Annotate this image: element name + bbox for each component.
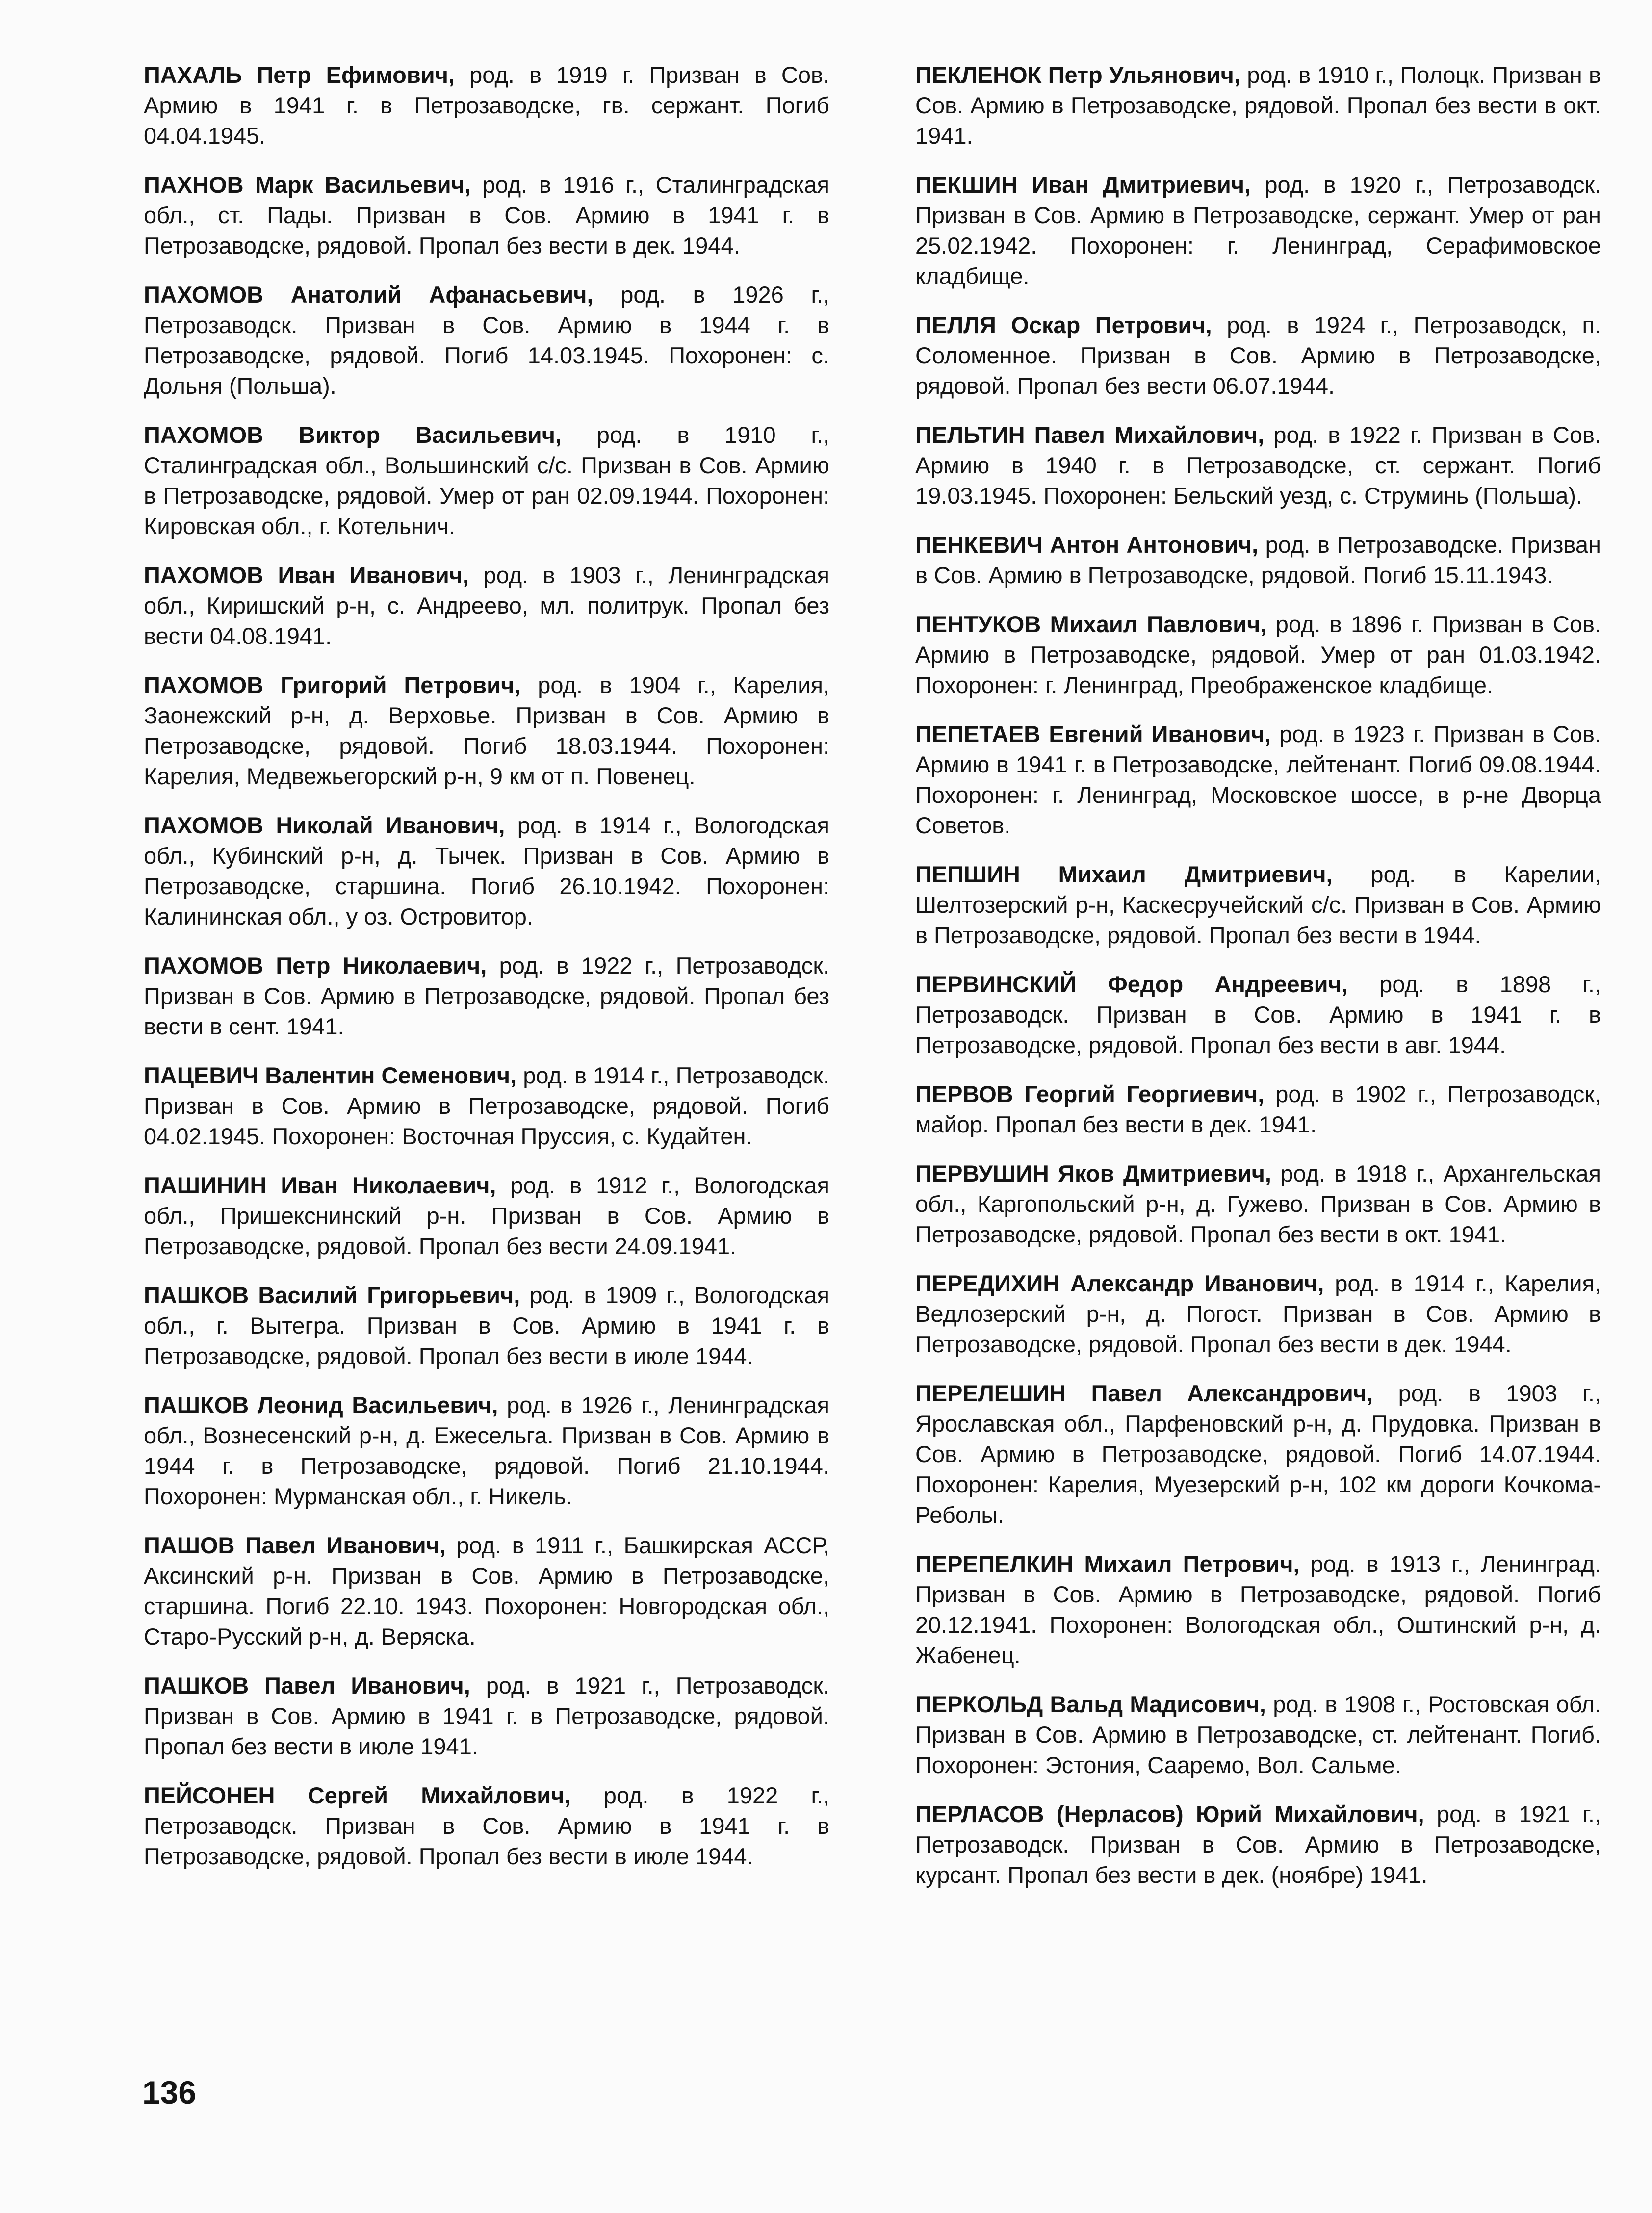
entry-text: род. в 1910 г., Сталинградская обл., Вольшинский с/с. Призван в Сов. Армию в Петрозаводске, рядовой. Умер от ран 02.09.1944. Похоронен: Кировская обл., г. Котельнич. xyxy=(144,422,829,539)
entry-text: род. в 1923 г. Призван в Сов. Армию в 1941 г. в Петрозаводске, лейтенант. Погиб 09.08.1944. Похоронен: г. Ленинград, Московское шоссе, в р-не Дворца Советов. xyxy=(915,721,1601,838)
entry-text: род. в 1911 г., Башкирская АССР, Аксинский р-н. Призван в Сов. Армию в Петрозаводске, старшина. Погиб 22.10. 1943. Похоронен: Новгородская обл., Старо-Русский р-н, д. Веряска. xyxy=(144,1532,829,1649)
entry-name: ПАХОМОВ Петр Николаевич, xyxy=(144,952,487,978)
entry-name: ПЕРКОЛЬД Вальд Мадисович, xyxy=(915,1691,1266,1717)
page-number: 136 xyxy=(142,2074,197,2110)
entry xyxy=(915,1158,1601,1250)
entry-text: род. в 1926 г., Петрозаводск. Призван в Сов. Армию в 1944 г. в Петрозаводске, рядовой. Погиб 14.03.1945. Похоронен: с. Дольня (Польша). xyxy=(144,282,829,399)
entry xyxy=(915,1378,1601,1530)
entry-name: ПЕРЕПЕЛКИН Михаил Петрович, xyxy=(915,1551,1300,1577)
entry xyxy=(144,1280,829,1371)
entry-name: ПАШКОВ Василий Григорьевич, xyxy=(144,1282,520,1308)
entry xyxy=(915,1549,1601,1671)
entry-text: род. в 1922 г., Петрозаводск. Призван в Сов. Армию в 1941 г. в Петрозаводске, рядовой. Пропал без вести в июле 1944. xyxy=(144,1782,829,1869)
entry-name: ПЕНКЕВИЧ Антон Антонович, xyxy=(915,532,1259,558)
entry xyxy=(144,1530,829,1652)
entry xyxy=(144,560,829,651)
entry xyxy=(144,1390,829,1512)
entry xyxy=(915,420,1601,511)
entry-name: ПАХОМОВ Григорий Петрович, xyxy=(144,672,521,698)
entry-name: ПЕЛЬТИН Павел Михайлович, xyxy=(915,422,1265,448)
entry-text: род. в 1919 г. Призван в Сов. Армию в 1941 г. в Петрозаводске, гв. сержант. Погиб 04.04.1945. xyxy=(144,62,829,149)
entry-text: род. в 1898 г., Петрозаводск. Призван в Сов. Армию в 1941 г. в Петрозаводске, рядовой. Пропал без вести в авг. 1944. xyxy=(915,971,1601,1058)
entry-name: ПЕЛЛЯ Оскар Петрович, xyxy=(915,312,1212,338)
entry xyxy=(915,719,1601,841)
entry xyxy=(144,280,829,401)
entry-name: ПАШКОВ Павел Иванович, xyxy=(144,1673,470,1698)
entry xyxy=(915,60,1601,151)
entry-name: ПАШОВ Павел Иванович, xyxy=(144,1532,446,1558)
entry-name: ПЕКШИН Иван Дмитриевич, xyxy=(915,172,1251,198)
entry-text: род. в 1921 г., Петрозаводск. Призван в Сов. Армию в 1941 г. в Петрозаводске, рядовой. Пропал без вести в июле 1941. xyxy=(144,1673,829,1759)
entry xyxy=(144,1060,829,1152)
entry-name: ПАЦЕВИЧ Валентин Семенович, xyxy=(144,1062,517,1088)
entry-text: род. в 1920 г., Петрозаводск. Призван в Сов. Армию в Петрозаводске, сержант. Умер от ран 25.02.1942. Похоронен: г. Ленинград, Серафимовское кладбище. xyxy=(915,172,1601,289)
entry-text: род. в 1904 г., Карелия, Заонежский р-н, д. Верховье. Призван в Сов. Армию в Петрозаводске, рядовой. Погиб 18.03.1944. Похоронен: Карелия, Медвежьегорский р-н, 9 км от п. Повенец. xyxy=(144,672,829,789)
entry-text: род. в 1921 г., Петрозаводск. Призван в Сов. Армию в Петрозаводске, курсант. Пропал без вести в дек. (ноябре) 1941. xyxy=(915,1801,1601,1888)
left-column xyxy=(144,60,829,1890)
entry-name: ПЕРЕЛЕШИН Павел Александрович, xyxy=(915,1380,1373,1406)
entry xyxy=(915,1079,1601,1140)
entry-name: ПЕРЛАСОВ (Нерласов) Юрий Михайлович, xyxy=(915,1801,1424,1827)
entry-name: ПЕЙСОНЕН Сергей Михайлович, xyxy=(144,1782,571,1808)
entry-name: ПЕРВОВ Георгий Георгиевич, xyxy=(915,1081,1265,1107)
entry xyxy=(915,310,1601,401)
entry-text: род. в 1910 г., Полоцк. Призван в Сов. Армию в Петрозаводске, рядовой. Пропал без вести в окт. 1941. xyxy=(915,62,1601,149)
entry-text: род. в 1922 г., Петрозаводск. Призван в Сов. Армию в Петрозаводске, рядовой. Пропал без вести в сент. 1941. xyxy=(144,952,829,1039)
entry-text: род. в 1922 г. Призван в Сов. Армию в 1940 г. в Петрозаводске, ст. сержант. Погиб 19.03.1945. Похоронен: Бельский уезд, с. Струминь (Польша). xyxy=(915,422,1601,509)
entry-text: род. в 1926 г., Ленинградская обл., Вознесенский р-н, д. Ежесельга. Призван в Сов. Армию в 1944 г. в Петрозаводске, рядовой. Погиб 21.10.1944. Похоронен: Мурманская обл., г. Никель. xyxy=(144,1392,829,1509)
entry xyxy=(144,670,829,792)
entry-text: род. в Петрозаводске. Призван в Сов. Армию в Петрозаводске, рядовой. Погиб 15.11.1943. xyxy=(915,532,1601,588)
entry-name: ПЕПЕТАЕВ Евгений Иванович, xyxy=(915,721,1271,747)
entry-name: ПЕРЕДИХИН Александр Иванович, xyxy=(915,1270,1324,1296)
entry-text: род. в 1908 г., Ростовская обл. Призван в Сов. Армию в Петрозаводске, ст. лейтенант. Погиб. Похоронен: Эстония, Сааремо, Вол. Сальме. xyxy=(915,1691,1601,1778)
entry-name: ПЕНТУКОВ Михаил Павлович, xyxy=(915,611,1267,637)
entry-name: ПАХНОВ Марк Васильевич, xyxy=(144,172,471,198)
entry-text: род. в 1914 г., Петрозаводск. Призван в Сов. Армию в Петрозаводске, рядовой. Погиб 04.02.1945. Похоронен: Восточная Пруссия, с. Кудайтен. xyxy=(144,1062,829,1149)
entry-text: род. в 1903 г., Ярославская обл., Парфеновский р-н, д. Прудовка. Призван в Сов. Армию в Петрозаводске, рядовой. Погиб 14.07.1944. Похоронен: Карелия, Муезерский р-н, 102 км дороги Кочкома-Реболы. xyxy=(915,1380,1601,1528)
entry xyxy=(915,1689,1601,1780)
entry xyxy=(144,810,829,932)
entry xyxy=(144,60,829,151)
entry-text: род. в 1896 г. Призван в Сов. Армию в Петрозаводске, рядовой. Умер от ран 01.03.1942. Похоронен: г. Ленинград, Преображенское кладбище. xyxy=(915,611,1601,698)
entry-text: род. в 1903 г., Ленинградская обл., Киришский р-н, с. Андреево, мл. политрук. Пропал без вести 04.08.1941. xyxy=(144,562,829,649)
entry-text: род. в 1913 г., Ленинград. Призван в Сов. Армию в Петрозаводске, рядовой. Погиб 20.12.1941. Похоронен: Вологодская обл., Оштинский р-н, д. Жабенец. xyxy=(915,1551,1601,1668)
entry xyxy=(915,609,1601,700)
entry xyxy=(915,530,1601,591)
entry-name: ПАХОМОВ Николай Иванович, xyxy=(144,812,505,838)
entry-text: род. в 1912 г., Вологодская обл., Пришекснинский р-н. Призван в Сов. Армию в Петрозаводске, рядовой. Пропал без вести 24.09.1941. xyxy=(144,1172,829,1259)
entry xyxy=(144,1671,829,1762)
entry-name: ПАХАЛЬ Петр Ефимович, xyxy=(144,62,455,88)
entry xyxy=(915,969,1601,1060)
entry xyxy=(915,1799,1601,1890)
entry-name: ПАШИНИН Иван Николаевич, xyxy=(144,1172,496,1198)
entry-text: род. в 1902 г., Петрозаводск, майор. Пропал без вести в дек. 1941. xyxy=(915,1081,1601,1137)
entry-name: ПАХОМОВ Анатолий Афанасьевич, xyxy=(144,282,594,308)
entry xyxy=(915,170,1601,291)
entry-text: род. в 1916 г., Сталинградская обл., ст. Пады. Призван в Сов. Армию в 1941 г. в Петрозаводске, рядовой. Пропал без вести в дек. 1944. xyxy=(144,172,829,258)
entry-name: ПАХОМОВ Иван Иванович, xyxy=(144,562,469,588)
entry xyxy=(144,1780,829,1872)
entry-text: род. в 1918 г., Архангельская обл., Каргопольский р-н, д. Гужево. Призван в Сов. Армию в Петрозаводске, рядовой. Пропал без вести в окт. 1941. xyxy=(915,1160,1601,1247)
entry xyxy=(144,1170,829,1261)
entry-text: род. в 1909 г., Вологодская обл., г. Вытегра. Призван в Сов. Армию в 1941 г. в Петрозаводске, рядовой. Пропал без вести в июле 1944. xyxy=(144,1282,829,1369)
entry-text: род. в 1914 г., Вологодская обл., Кубинский р-н, д. Тычек. Призван в Сов. Армию в Петрозаводске, старшина. Погиб 26.10.1942. Похоронен: Калининская обл., у оз. Островитор. xyxy=(144,812,829,929)
entry xyxy=(915,1268,1601,1360)
entry xyxy=(915,859,1601,951)
entry-name: ПАХОМОВ Виктор Васильевич, xyxy=(144,422,562,448)
entry-name: ПАШКОВ Леонид Васильевич, xyxy=(144,1392,498,1418)
entry-name: ПЕРВИНСКИЙ Федор Андреевич, xyxy=(915,971,1348,997)
entry xyxy=(144,420,829,541)
entry-text: род. в 1914 г., Карелия, Ведлозерский р-н, д. Погост. Призван в Сов. Армию в Петрозаводске, рядовой. Пропал без вести в дек. 1944. xyxy=(915,1270,1601,1357)
right-column xyxy=(915,60,1601,1909)
entry-name: ПЕКЛЕНОК Петр Ульянович, xyxy=(915,62,1240,88)
entry-name: ПЕРВУШИН Яков Дмитриевич, xyxy=(915,1160,1271,1186)
entry-text: род. в 1924 г., Петрозаводск, п. Соломенное. Призван в Сов. Армию в Петрозаводске, рядовой. Пропал без вести 06.07.1944. xyxy=(915,312,1601,399)
entry xyxy=(144,170,829,261)
entry-text: род. в Карелии, Шелтозерский р-н, Каскесручейский с/с. Призван в Сов. Армию в Петрозаводске, рядовой. Пропал без вести в 1944. xyxy=(915,861,1601,948)
entry-name: ПЕПШИН Михаил Дмитриевич, xyxy=(915,861,1333,887)
entry xyxy=(144,951,829,1042)
